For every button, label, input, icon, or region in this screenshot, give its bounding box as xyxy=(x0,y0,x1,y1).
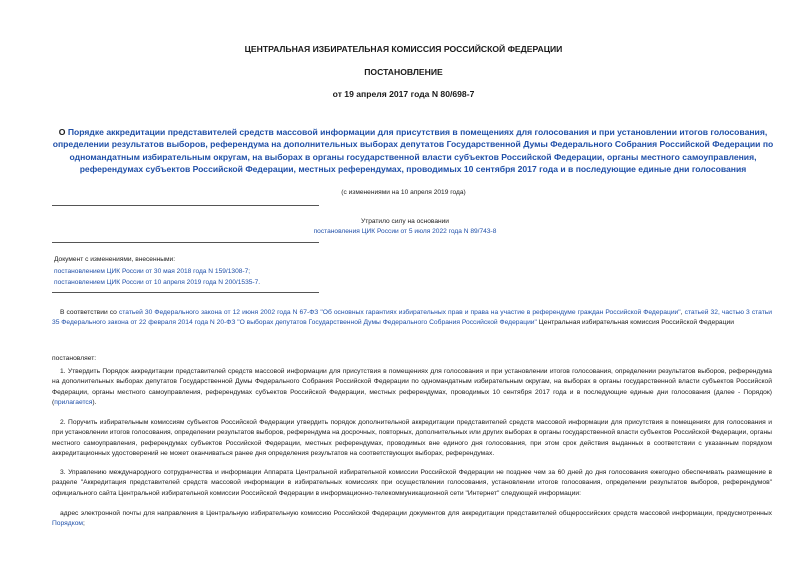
law-67fz-link[interactable]: статьей 30 Федерального закона от 12 июня 2002 года N 67-ФЗ "Об основных гарантиях избирательных прав и права на участие в референдуме граждан Российской Федерации" xyxy=(118,309,681,316)
document-date-number: от 19 апреля 2017 года N 80/698-7 xyxy=(332,89,475,99)
title-link[interactable]: Порядке аккредитации представителей средств массовой информации для присутствия в помещениях для голосования и при установлении итогов голосования, определении результатов выборов, референдума на дополнительных выборах депутатов Государственной Думы Федерального Собрания Российской Федерации по одномандатным избирательным округам, на выборах в органы государственной власти субъектов Российской Федерации, органы местного самоуправления, референдумах субъектов Российской Федерации, местных референдумах, проводимых 10 сентября 2017 года и в последующие единые дни голосования xyxy=(52,127,774,175)
repeal-text: Утратило силу на основании xyxy=(361,218,449,225)
amendment-link[interactable]: постановлением ЦИК России от 30 мая 2018 года N 159/1308-7; xyxy=(54,267,251,275)
procedure-link[interactable]: Порядком xyxy=(52,520,84,528)
repeal-note xyxy=(230,217,580,236)
revision-note: (с изменениями на 10 апреля 2019 года) xyxy=(341,189,466,196)
clause-3-item xyxy=(52,509,772,530)
clause-1 xyxy=(52,367,772,409)
amendments-block xyxy=(54,254,374,289)
preamble-intro: В соответствии со xyxy=(60,309,119,316)
law-20fz-link[interactable]: статьей 32, частью 3 статьи 35 Федерального закона от 22 февраля 2014 года N 20-ФЗ "О выборах депутатов Государственной Думы Федерального Собрания Российской Федерации" xyxy=(52,309,773,327)
document-title xyxy=(52,126,774,176)
issuing-authority: ЦЕНТРАЛЬНАЯ ИЗБИРАТЕЛЬНАЯ КОМИССИЯ РОССИЙСКОЙ ФЕДЕРАЦИИ xyxy=(244,44,563,54)
clause-1-text: 1. Утвердить Порядок аккредитации представителей средств массовой информации для присутствия в помещениях для голосования и при установлении итогов голосования, определении результатов выборов, референдума на дополнительных выборах депутатов Государственной Думы Федерального Собрания Российской Федерации по одномандатным избирательным округам, на выборах в органы государственной власти субъектов Российской Федерации, органы местного самоуправления, референдумах субъектов Российской Федерации, местных референдумах, проводимых 10 сентября 2017 года и в последующие единые дни голосования (далее - Порядок) ( xyxy=(52,368,772,407)
preamble-separator: , xyxy=(680,309,685,316)
appendix-link[interactable]: прилагается xyxy=(54,399,93,407)
clause-3-item-text: адрес электронной почты для направления в Центральную избирательную комиссию Российской Федерации документов для аккредитации представителей общероссийских средств массовой информации, предусмотренных xyxy=(60,510,772,517)
divider xyxy=(52,242,319,243)
repeal-link[interactable]: постановления ЦИК России от 5 июля 2022 года N 89/743-8 xyxy=(313,227,497,235)
clause-2: 2. Поручить избирательным комиссиям субъектов Российской Федерации утвердить порядок дополнительной аккредитации представителей средств массовой информации для присутствия в помещениях для голосования и при установлении итогов голосования, определении результатов выборов, референдума на досрочных, повторных, дополнительных или других выборах в органы государственной власти субъектов Российской Федерации, органы местного самоуправления, референдумах субъектов Российской Федерации, местных референдумах, проводимых вне единого дня голосования, при этом срок действия выданных в соответствии с указанным порядком аккредитационных удостоверений не может оканчиваться ранее дня определения результатов на соответствующих выборах, референдумах. xyxy=(52,419,772,458)
resolves-heading: постановляет: xyxy=(52,355,97,362)
clause-1-end: ). xyxy=(92,399,97,407)
divider xyxy=(52,292,319,293)
amendments-heading: Документ с изменениями, внесенными: xyxy=(54,256,176,263)
amendment-link[interactable]: постановлением ЦИК России от 10 апреля 2019 года N 200/1535-7. xyxy=(54,279,261,286)
preamble xyxy=(52,308,772,329)
document-type: ПОСТАНОВЛЕНИЕ xyxy=(364,67,443,77)
title-prefix: О xyxy=(58,127,68,137)
clause-3: 3. Управлению международного сотрудничества и информации Аппарата Центральной избирательной комиссии Российской Федерации не позднее чем за 60 дней до дня голосования ежегодно обеспечивать размещение в разделе "Аккредитация представителей средств массовой информации в избирательных комиссиях при осуществлении голосования, установлении итогов голосования, определении результатов выборов, референдумов" официального сайта Центральной избирательной комиссии Российской Федерации в информационно-телекоммуникационной сети "Интернет" следующей информации: xyxy=(52,469,772,497)
divider xyxy=(52,205,319,206)
clause-3-item-end: ; xyxy=(83,520,85,528)
preamble-tail: Центральная избирательная комиссия Российской Федерации xyxy=(536,319,734,327)
